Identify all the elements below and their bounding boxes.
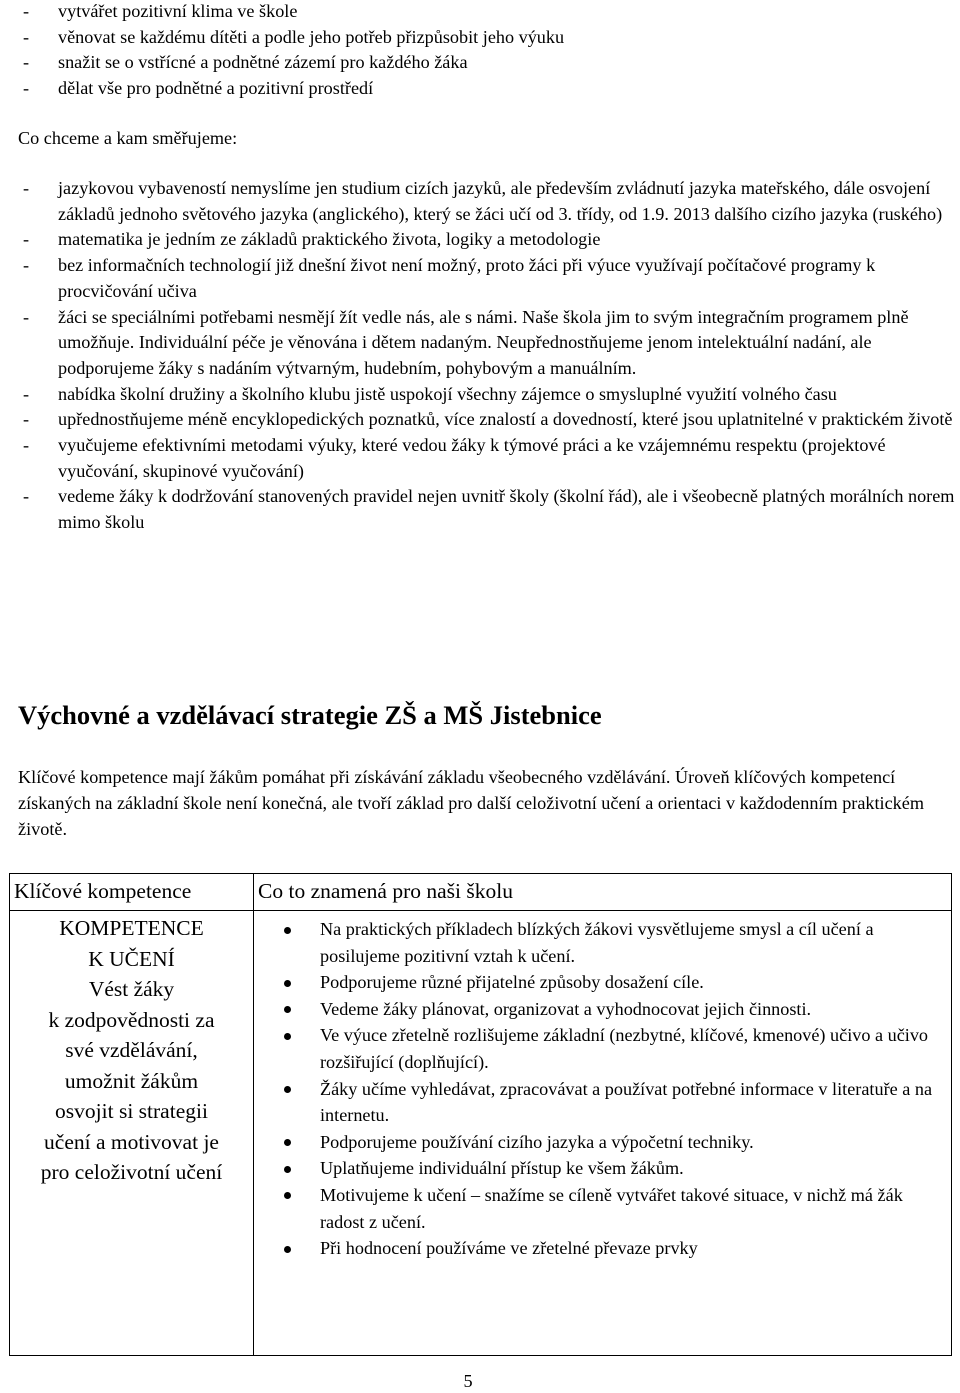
competence-name-cell [10, 911, 254, 1356]
list-item [18, 253, 956, 304]
bullet-icon [284, 1166, 291, 1173]
list-item [18, 433, 956, 484]
bullet-icon [284, 1006, 291, 1013]
list-item-text: žáci se speciálními potřebami nesmějí žít vedle nás, ale s námi. Naše škola jim to svým integračním programem plně umožňuje. Individuální péče je věnována i dětem nadaným. Neupřednostňujeme jenom intelektuální nadání, ale podporujeme žáky s nadáním výtvarným, hudebním, pohybovým a manuálním. [58, 306, 909, 378]
list-item [254, 1155, 941, 1182]
list-item [254, 1022, 941, 1075]
list-item [254, 1129, 941, 1156]
table-header-row [10, 874, 952, 911]
list-item [18, 50, 956, 76]
list-item-text: Motivujeme k učení – snažíme se cíleně vytvářet takové situace, v nichž má žák radost z učení. [320, 1184, 903, 1232]
bullet-icon [284, 1246, 291, 1253]
dash-marker: - [23, 178, 30, 198]
list-item-text: Vedeme žáky plánovat, organizovat a vyhodnocovat jejich činnosti. [320, 998, 812, 1019]
competence-line: učení a motivovat je [44, 1129, 219, 1154]
list-item [18, 176, 956, 227]
bullet-icon [284, 927, 291, 934]
bullet-icon [284, 1139, 291, 1146]
list-item-text: Podporujeme různé přijatelné způsoby dosažení cíle. [320, 972, 704, 993]
bullet-icon [284, 1192, 291, 1199]
goals-heading: Co chceme a kam směřujeme: [18, 128, 238, 148]
page-number: 5 [463, 1371, 473, 1391]
dash-marker: - [23, 409, 30, 430]
list-item [254, 969, 941, 996]
list-item-text: věnovat se každému dítěti a podle jeho potřeb přizpůsobit jeho výuku [58, 26, 565, 47]
competence-line: k zodpovědnosti za [48, 1007, 215, 1032]
list-item [18, 382, 956, 408]
strategy-bullet-list [254, 916, 951, 1262]
list-item [254, 1076, 941, 1129]
list-item [254, 996, 941, 1023]
dash-marker: - [23, 255, 30, 276]
dash-marker: - [23, 383, 30, 404]
competence-line: Vést žáky [88, 977, 175, 1001]
list-item-text: nabídka školní družiny a školního klubu jistě uspokojí všechny zájemce o smysluplné využití volného času [58, 383, 837, 404]
list-item-text: snažit se o vstřícné a podnětné zázemí pro každého žáka [58, 52, 468, 73]
list-item [18, 407, 956, 433]
list-item [18, 25, 956, 51]
list-item-text: Žáky učíme vyhledávat, zpracovávat a používat potřebné informace v literatuře a na internetu. [320, 1078, 933, 1126]
bullet-icon [284, 1033, 291, 1040]
competence-line: KOMPETENCE [59, 916, 204, 940]
list-item-text: dělat vše pro podnětné a pozitivní prostředí [58, 78, 374, 99]
header-meaning-for-school: Co to znamená pro naši školu [254, 874, 952, 911]
intro-bullet-list [18, 0, 956, 102]
dash-marker: - [23, 78, 30, 99]
header-key-competences: Klíčové kompetence [10, 874, 254, 911]
list-item-text: jazykovou vybaveností nemyslíme jen studium cizích jazyků, ale především zvládnutí jazyka mateřského, dále osvojení základů jednoho světového jazyka (anglického), který se žáci učí od 3. třídy, od 1.9. 2013 dalšího cizího jazyka (ruského) [58, 178, 943, 224]
competence-description-cell [254, 911, 952, 1356]
list-item-text: Uplatňujeme individuální přístup ke všem žákům. [320, 1158, 684, 1179]
list-item-text: matematika je jedním ze základů praktického života, logiky a metodologie [58, 229, 601, 250]
list-item-text: vytvářet pozitivní klima ve škole [58, 1, 298, 21]
dash-marker: - [23, 435, 30, 456]
competence-line: své vzdělávání, [65, 1038, 198, 1062]
competence-line: K UČENÍ [88, 946, 175, 971]
list-item [254, 1182, 941, 1235]
list-item-text: Při hodnocení používáme ve zřetelné převaze prvky [320, 1238, 698, 1259]
list-item-text: vyučujeme efektivními metodami výuky, které vedou žáky k týmové práci a ke vzájemnému respektu (projektové vyučování, skupinové vyučování) [58, 435, 886, 481]
list-item-text: Ve výuce zřetelně rozlišujeme základní (nezbytné, klíčové, kmenové) učivo a učivo rozšiřující (doplňující). [320, 1025, 929, 1072]
list-item-text: Podporujeme používání cizího jazyka a výpočetní techniky. [320, 1131, 754, 1152]
list-item-text: upřednostňujeme méně encyklopedických poznatků, více znalostí a dovedností, které jsou uplatnitelné v praktickém životě [58, 409, 953, 430]
list-item [18, 0, 956, 25]
list-item-text: bez informačních technologií již dnešní život není možný, proto žáci při výuce využívají počítačové programy k procvičování učiva [58, 255, 876, 301]
list-item [18, 76, 956, 102]
goals-list [18, 176, 956, 536]
section-title: Výchovné a vzdělávací strategie ZŠ a MŠ Jistebnice [18, 700, 602, 730]
dash-marker: - [23, 306, 30, 327]
list-item-text: Na praktických příkladech blízkých žákovi vysvětlujeme smysl a cíl učení a posilujeme pozitivní vztah k učení. [320, 919, 874, 966]
list-item-text: vedeme žáky k dodržování stanovených pravidel nejen uvnitř školy (školní řád), ale i všeobecně platných morálních norem mimo školu [58, 486, 955, 533]
competence-line: osvojit si strategii [55, 1099, 208, 1123]
dash-marker: - [23, 486, 30, 507]
bullet-icon [284, 1086, 291, 1093]
competence-line: pro celoživotní učení [40, 1160, 223, 1184]
list-item [18, 305, 956, 382]
list-item [254, 916, 941, 969]
dash-marker: - [23, 229, 30, 250]
intro-paragraph: Klíčové kompetence mají žákům pomáhat při získávání základu všeobecného vzdělávání. Úroveň klíčových kompetencí získaných na základní škole není konečná, ale tvoří základ pro další celoživotní učení a orientaci v každodenním praktickém životě. [18, 767, 925, 840]
list-item [18, 227, 956, 253]
dash-marker: - [23, 52, 30, 73]
bullet-icon [284, 980, 291, 987]
dash-marker: - [23, 26, 30, 47]
dash-marker: - [23, 1, 30, 21]
competence-line: umožnit žákům [64, 1068, 199, 1093]
list-item [18, 484, 956, 535]
competences-table [9, 873, 952, 1356]
list-item [254, 1235, 941, 1262]
table-row [10, 911, 952, 1356]
